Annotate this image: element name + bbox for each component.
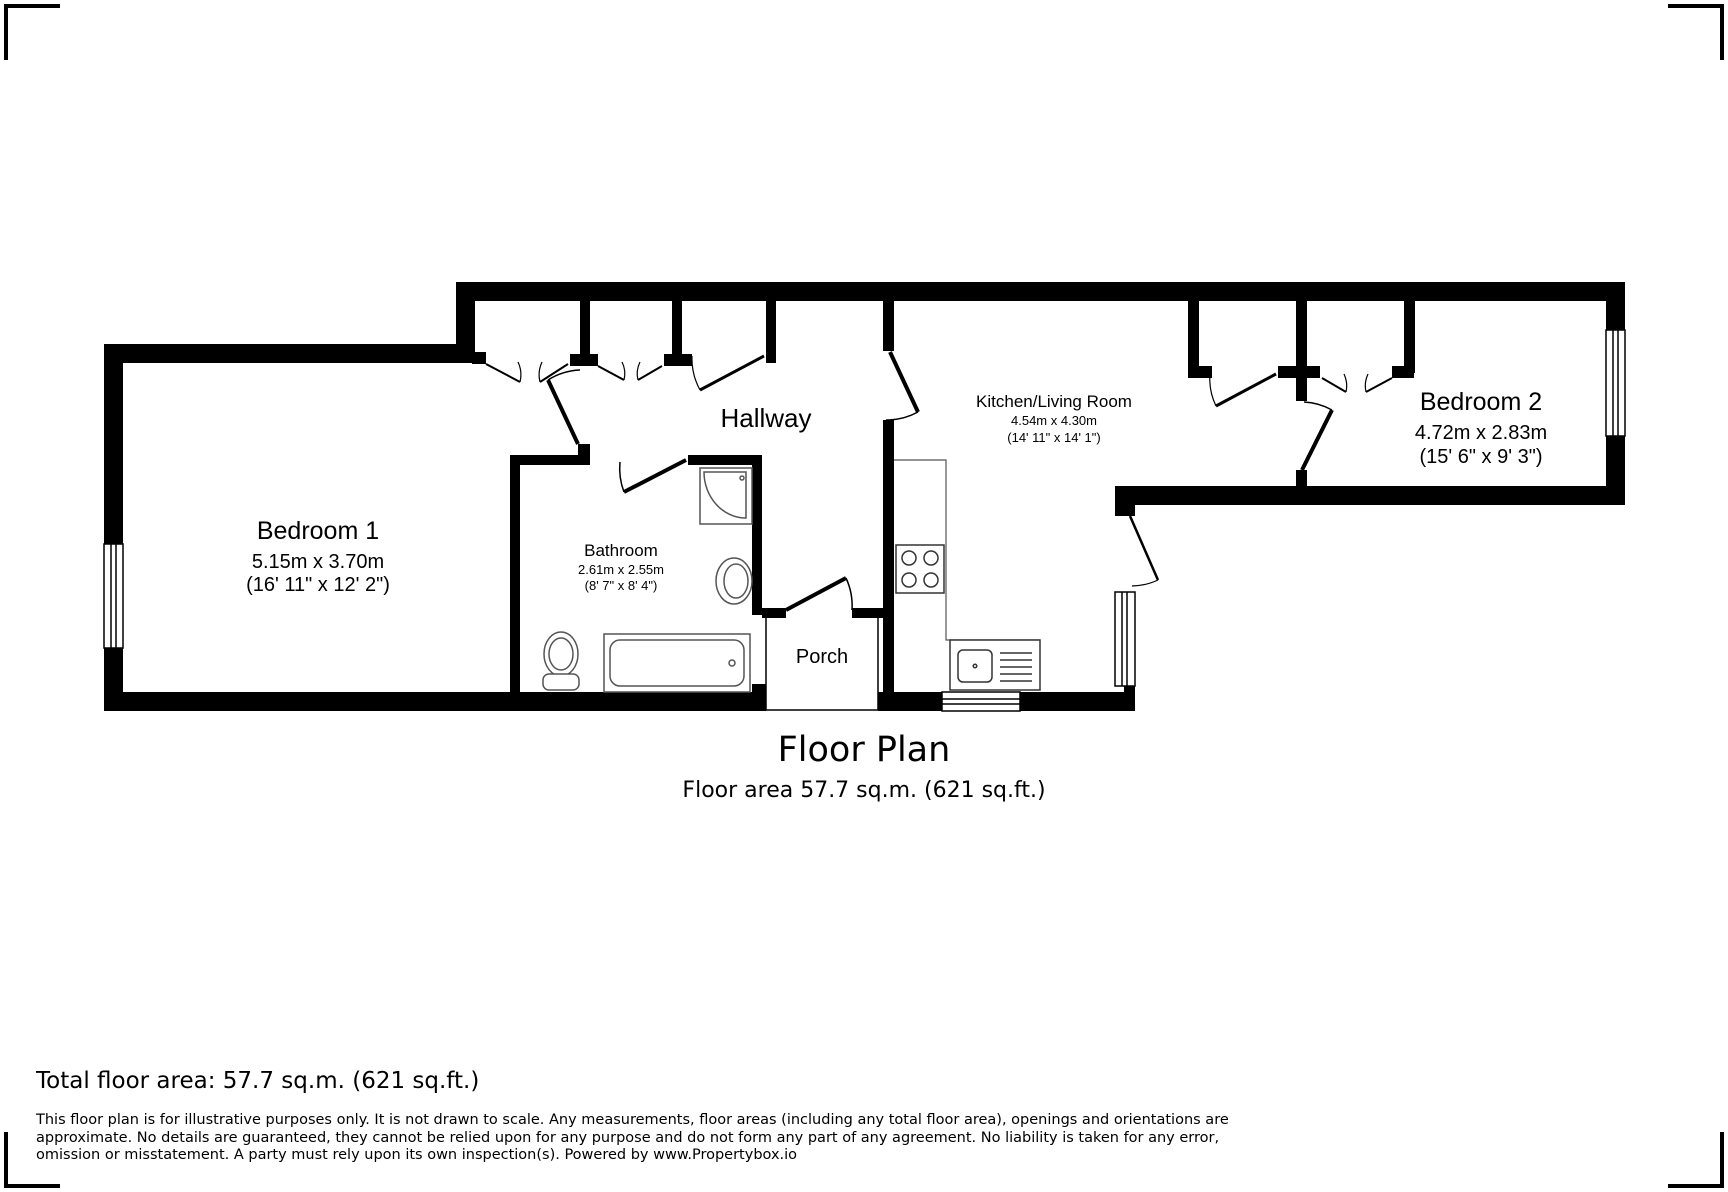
hob-icon [896, 545, 944, 593]
room-name: Bathroom [584, 541, 658, 560]
room-label-hallway [720, 403, 811, 433]
room-label-bedroom2 [1415, 388, 1547, 468]
room-metric: 5.15m x 3.70m [251, 551, 385, 573]
walls [104, 282, 1625, 711]
basin-icon [716, 558, 752, 604]
plan-title: Floor Plan [777, 730, 951, 770]
sink-icon [950, 640, 1040, 690]
room-imperial: (8' 7" x 8' 4") [584, 578, 658, 593]
room-imperial: (16' 11" x 12' 2") [246, 574, 390, 596]
room-imperial: (15' 6" x 9' 3") [1419, 446, 1543, 468]
room-metric: 2.61m x 2.55m [578, 562, 664, 577]
room-name: Porch [795, 646, 849, 668]
room-name: Bedroom 1 [256, 517, 380, 545]
room-label-kitchen [976, 392, 1132, 445]
plan-floor-area: Floor area 57.7 sq.m. (621 sq.ft.) [682, 778, 1046, 803]
room-metric: 4.72m x 2.83m [1414, 422, 1548, 444]
total-floor-area: Total floor area: 57.7 sq.m. (621 sq.ft.) [36, 1068, 480, 1094]
room-name: Bedroom 2 [1419, 388, 1543, 416]
toilet-icon [543, 632, 579, 690]
room-label-bedroom1 [246, 517, 390, 596]
disclaimer-text: This floor plan is for illustrative purposes only. It is not drawn to scale. Any measurements, floor areas (including any total floor area), openings and orientations are approximate. No details are guaranteed, they cannot be relied upon for any purpose and do not form any part of any agreement. No liability is taken for any error, omission or misstatement. A party must rely upon its own inspection(s). Powered by www.Propertybox.io [36, 1112, 1229, 1163]
room-name: Kitchen/Living Room [976, 392, 1132, 411]
room-label-porch [796, 646, 848, 668]
shower-tray-icon [700, 468, 752, 524]
room-metric: 4.54m x 4.30m [1011, 413, 1097, 428]
room-name: Hallway [720, 403, 812, 433]
bath-icon [604, 634, 750, 692]
room-label-bathroom [578, 541, 664, 593]
room-imperial: (14' 11" x 14' 1") [1007, 430, 1101, 445]
